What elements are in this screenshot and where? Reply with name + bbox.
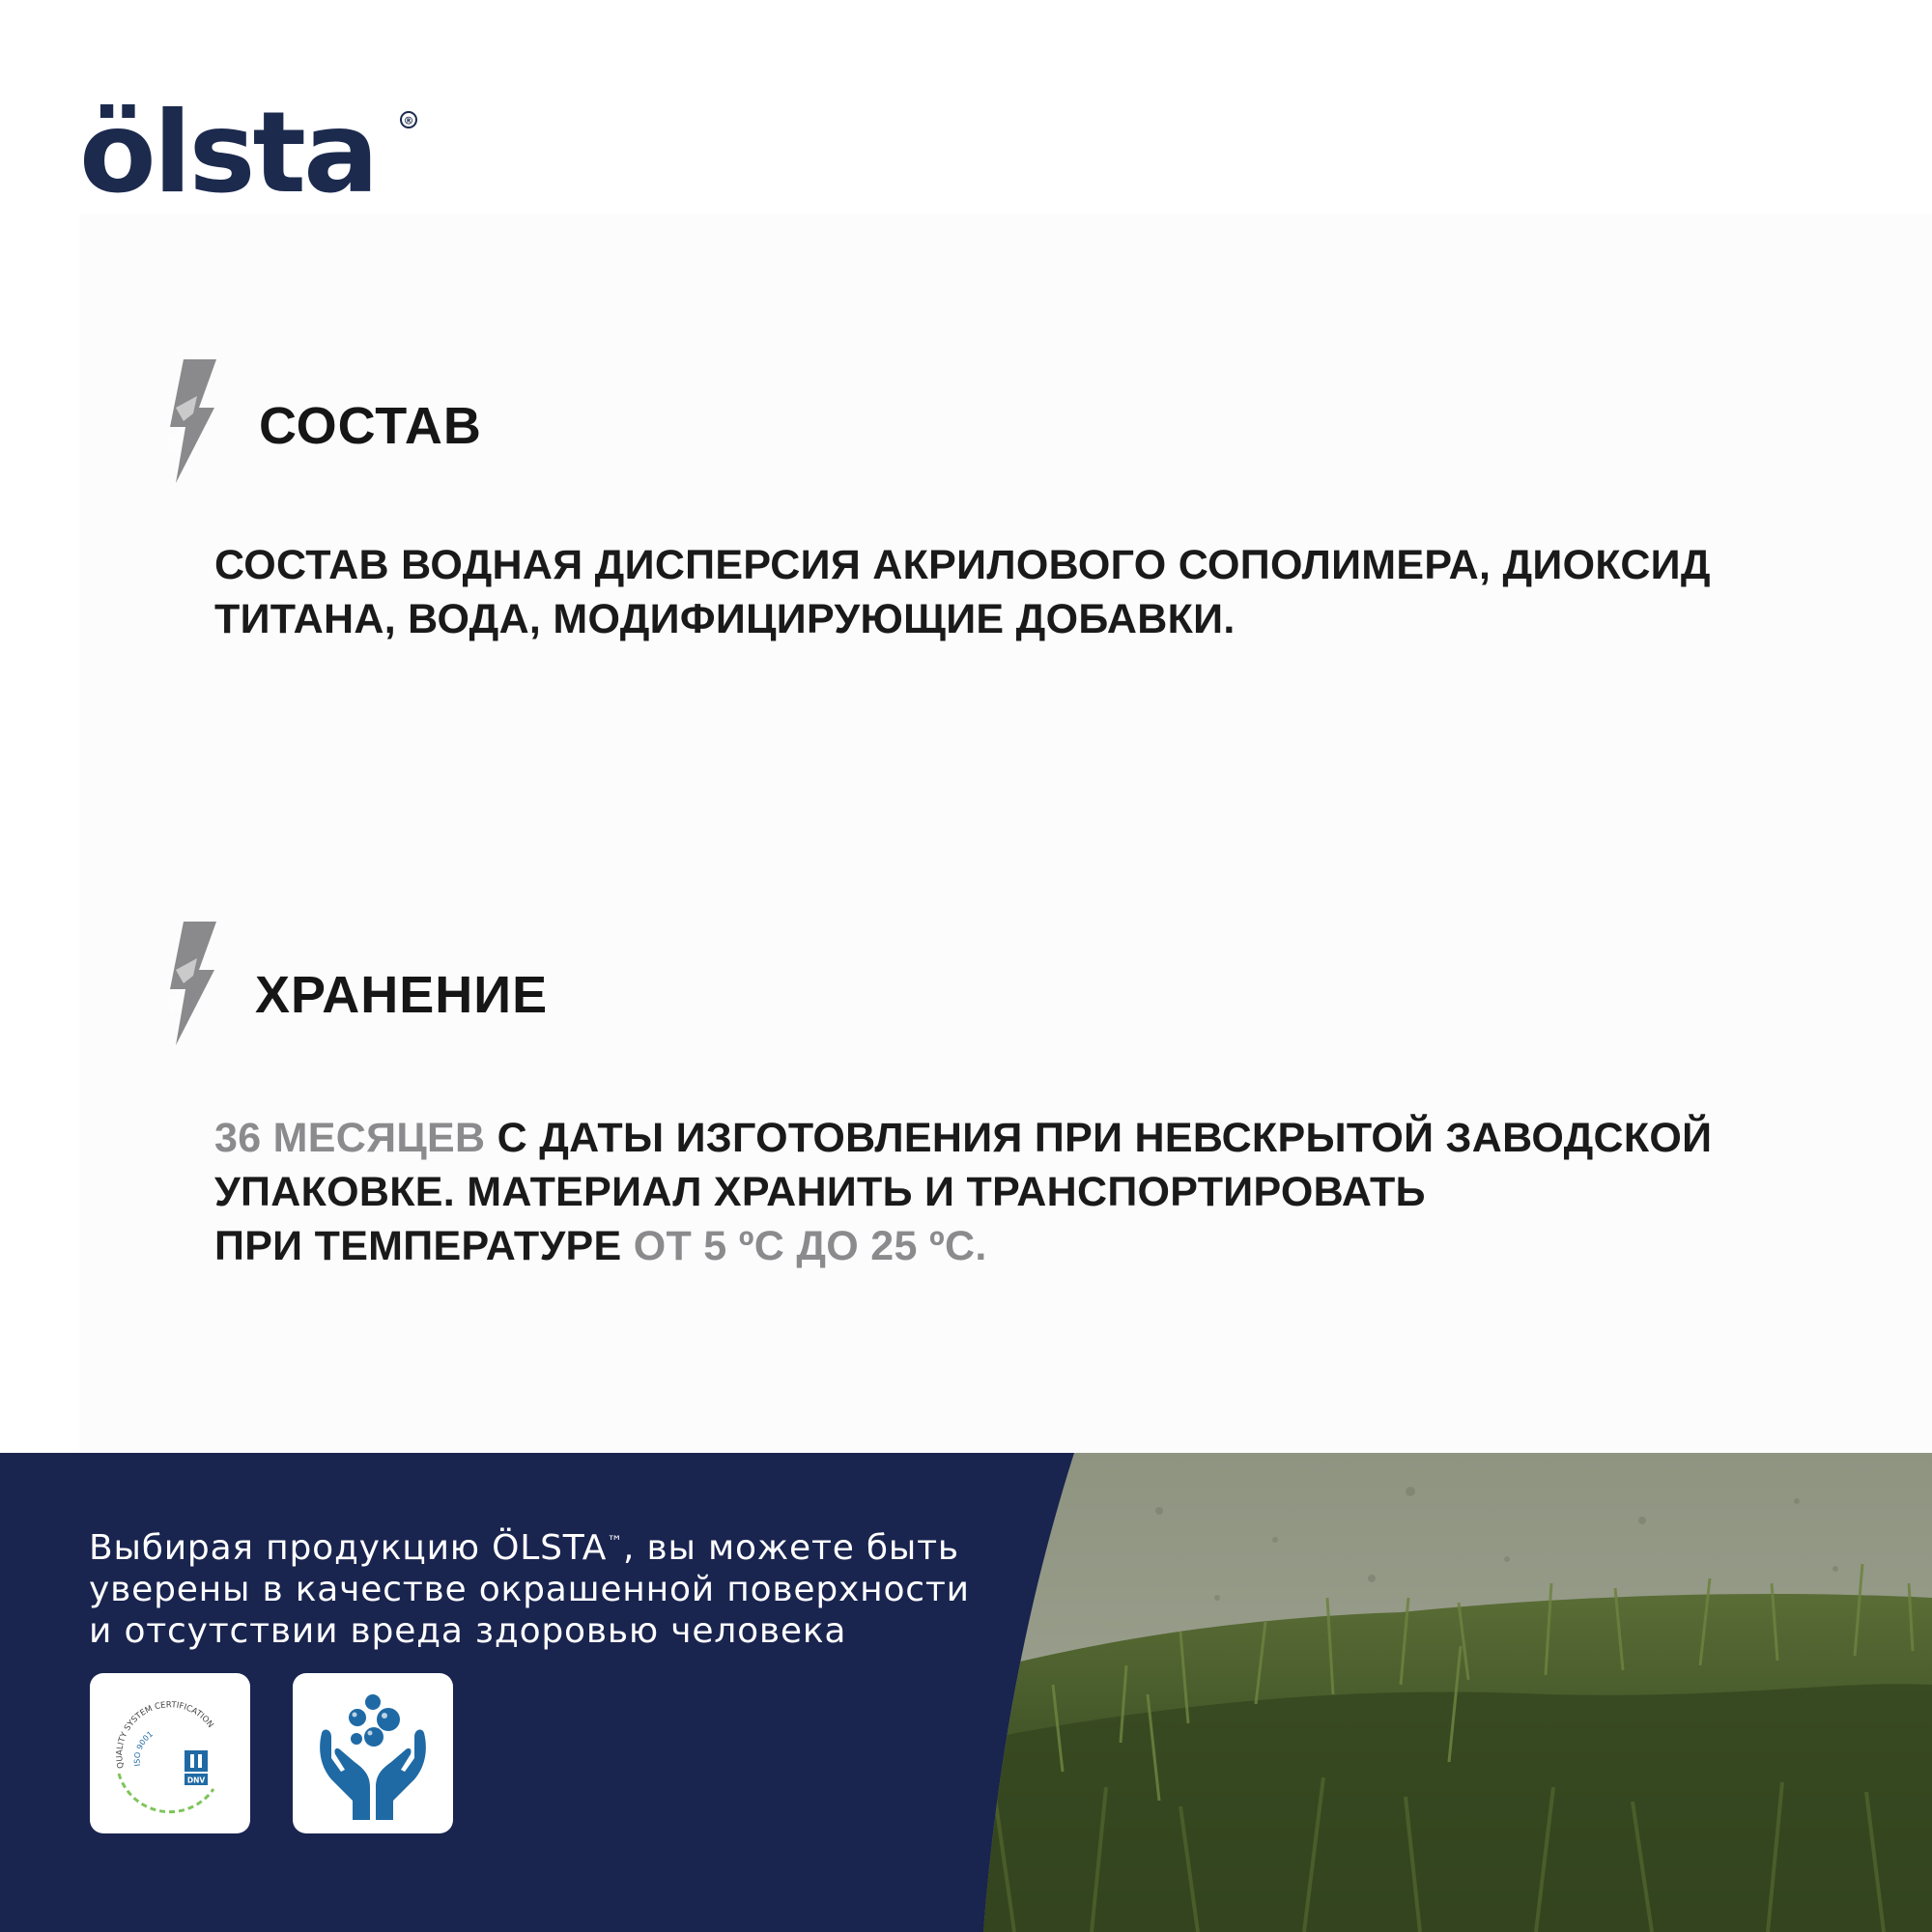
sostav-line-1: СОСТАВ ВОДНАЯ ДИСПЕРСИЯ АКРИЛОВОГО СОПОЛИМЕРА, ДИОКСИД	[214, 542, 1711, 588]
svg-text:DNV: DNV	[186, 1776, 206, 1785]
olsta-logo	[77, 77, 435, 222]
sostav-body	[214, 538, 1857, 646]
section-title-hranenie: ХРАНЕНИЕ	[255, 966, 549, 1024]
svg-text:ISO 9001: ISO 9001	[132, 1729, 155, 1767]
eco-safety-badge	[293, 1673, 453, 1833]
banner-line-2: уверены в качестве окрашенной поверхности	[89, 1570, 970, 1609]
banner-text	[89, 1520, 1016, 1652]
registered-mark: ®	[403, 114, 414, 128]
iso-certification-badge	[90, 1673, 250, 1833]
banner-line-1: Выбирая продукцию ÖLSTA™, вы можете быть	[89, 1528, 959, 1568]
hranenie-line-1: 36 МЕСЯЦЕВ С ДАТЫ ИЗГОТОВЛЕНИЯ ПРИ НЕВСКРЫТОЙ ЗАВОДСКОЙ	[214, 1115, 1713, 1161]
hands-bubbles-icon	[293, 1673, 453, 1833]
highlight-temperature: ОТ 5 ºС ДО 25 ºС.	[621, 1223, 987, 1269]
lightning-bolt-icon	[147, 920, 224, 1047]
banner-line-3: и отсутствии вреда здоровью человека	[89, 1611, 847, 1651]
hranenie-line-2: УПАКОВКЕ. МАТЕРИАЛ ХРАНИТЬ И ТРАНСПОРТИРОВАТЬ	[214, 1169, 1426, 1215]
svg-text:QUALITY SYSTEM CERTIFICATION: QUALITY SYSTEM CERTIFICATION	[115, 1700, 215, 1770]
lightning-bolt-icon	[147, 357, 224, 485]
sostav-line-2: ТИТАНА, ВОДА, МОДИФИЦИРУЮЩИЕ ДОБАВКИ.	[214, 596, 1236, 642]
hranenie-body	[214, 1111, 1857, 1273]
hranenie-line-3: ПРИ ТЕМПЕРАТУРЕ ОТ 5 ºС ДО 25 ºС.	[214, 1223, 987, 1269]
iso-9001-certification-icon	[90, 1673, 250, 1833]
highlight-months: 36 МЕСЯЦЕВ	[214, 1115, 486, 1161]
bottom-banner	[0, 1453, 1932, 1932]
section-title-sostav: СОСТАВ	[259, 397, 482, 455]
logo-text: ölsta	[79, 88, 377, 218]
